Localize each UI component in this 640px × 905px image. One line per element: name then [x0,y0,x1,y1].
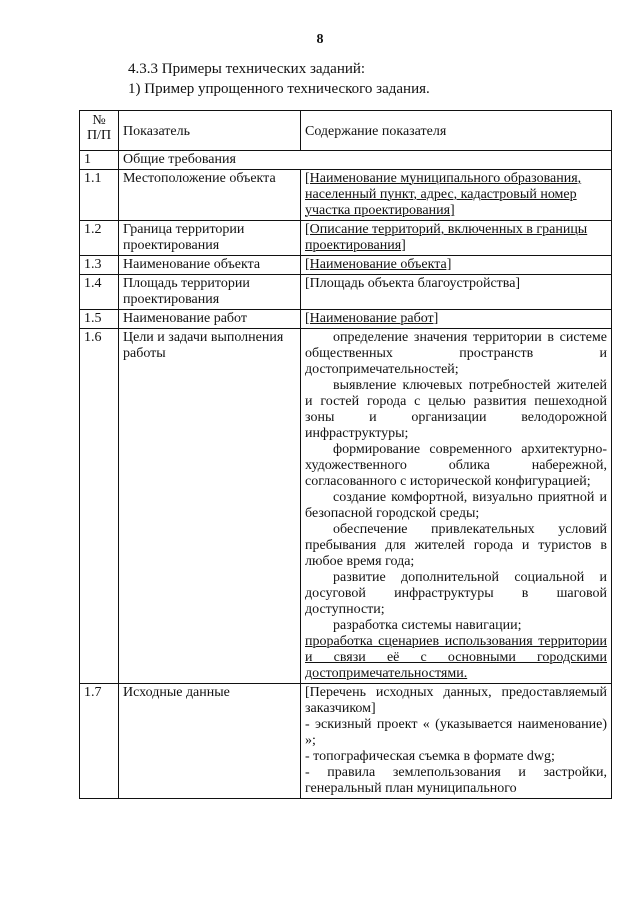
row-number: 1.6 [80,329,119,684]
table-header-row [80,111,612,151]
source-item: - эскизный проект « (указывается наименование) »; [305,717,607,748]
row-indicator: Местоположение объекта [119,170,301,221]
goal-item: развитие дополнительной социальной и досуговой инфраструктуры в шаговой доступности; [305,570,607,617]
technical-spec-table [79,110,612,799]
goal-item: создание комфортной, визуально приятной и безопасной городской среды; [305,490,607,521]
table-row [80,256,612,275]
header-indicator: Показатель [119,111,301,151]
row-indicator: Цели и задачи выполнения работы [119,329,301,684]
row-content [301,329,612,684]
row-number: 1.7 [80,684,119,799]
row-number: 1.4 [80,275,119,310]
row-content: [Наименование объекта] [301,256,612,275]
row-number: 1.3 [80,256,119,275]
goal-item: формирование современного архитектурно-художественного облика набережной, согласованного с исторической конфигурацией; [305,442,607,489]
table-row [80,275,612,310]
row-indicator: Наименование объекта [119,256,301,275]
header-content: Содержание показателя [301,111,612,151]
row-number: 1.5 [80,310,119,329]
row-content: [Площадь объекта благоустройства] [301,275,612,310]
table-row [80,684,612,799]
section-number: 1 [80,151,119,170]
row-content [301,684,612,799]
row-number: 1.1 [80,170,119,221]
row-indicator: Площадь территории проектирования [119,275,301,310]
section-row [80,151,612,170]
goal-item-last: проработка сценариев использования территории и связи её с основными городскими достопримечательностями. [305,634,607,681]
row-indicator: Граница территории проектирования [119,221,301,256]
row-content: [Описание территорий, включенных в границы проектирования] [301,221,612,256]
row-indicator: Наименование работ [119,310,301,329]
source-item: - топографическая съемка в формате dwg; [305,749,555,764]
header-number: № П/П [80,111,119,151]
source-item: [Перечень исходных данных, предоставляемый заказчиком] [305,685,607,716]
goal-item: разработка системы навигации; [333,618,522,633]
subsection-heading: 1) Пример упрощенного технического задания. [128,81,430,97]
row-content: [Наименование муниципального образования, населенный пункт, адрес, кадастровый номер участка проектирования] [301,170,612,221]
table-row [80,329,612,684]
section-heading: 4.3.3 Примеры технических заданий: [128,61,366,77]
table-row [80,170,612,221]
row-number: 1.2 [80,221,119,256]
goal-item: обеспечение привлекательных условий пребывания для жителей города и туристов в любое время года; [305,522,607,569]
source-item: - правила землепользования и застройки, генеральный план муниципального [305,765,607,796]
goal-item: выявление ключевых потребностей жителей и гостей города с целью развития пешеходной зоны и организации велодорожной инфраструктуры; [305,378,607,441]
table-row [80,310,612,329]
section-title: Общие требования [119,151,612,170]
row-indicator: Исходные данные [119,684,301,799]
goal-item: определение значения территории в системе общественных пространств и достопримечательностей; [305,330,607,377]
table-row [80,221,612,256]
page-number: 8 [316,32,324,47]
row-content: [Наименование работ] [301,310,612,329]
